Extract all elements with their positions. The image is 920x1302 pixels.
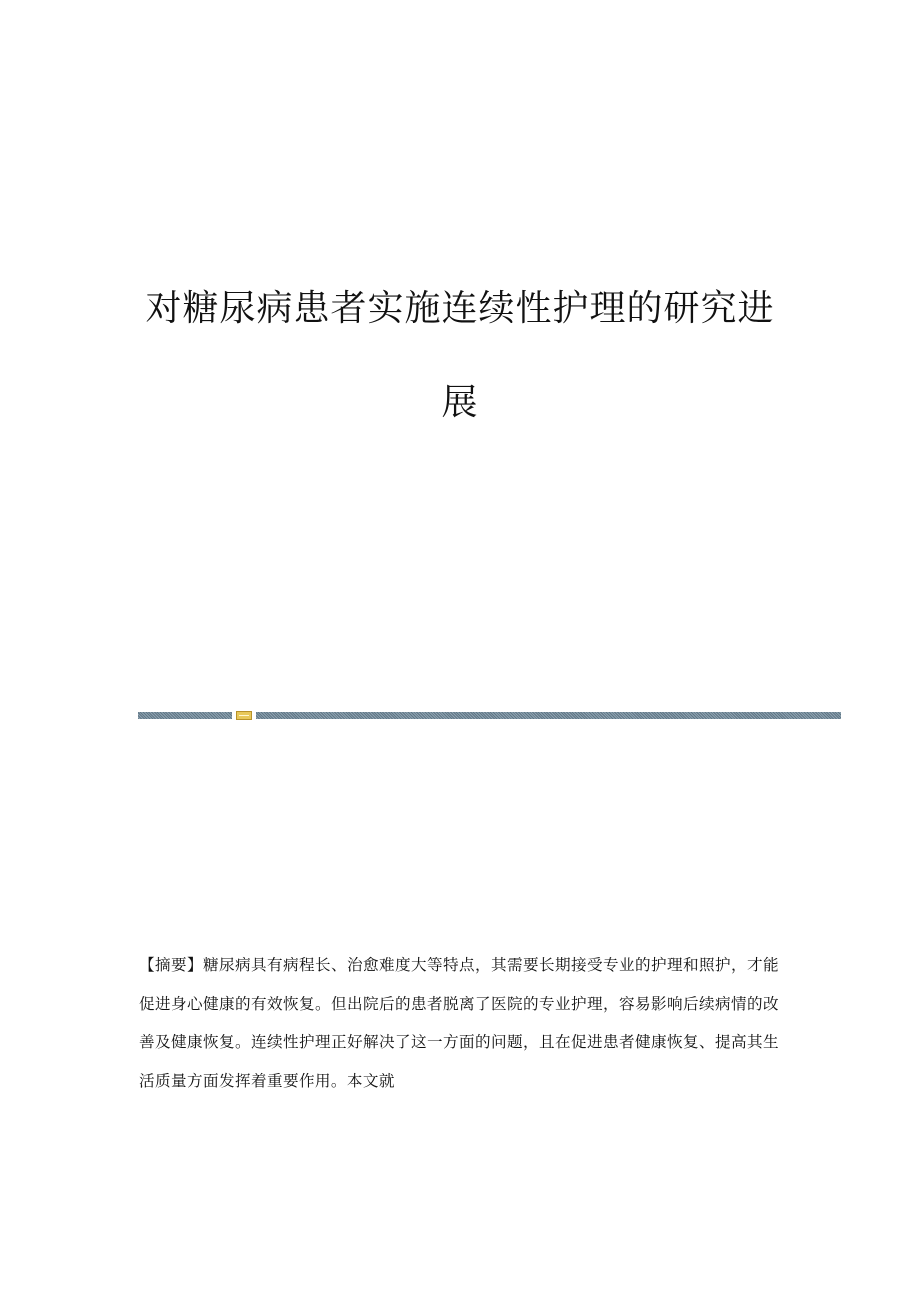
divider-ornament-icon	[236, 711, 252, 720]
divider-bar-left	[138, 712, 232, 719]
document-title-line-1: 对糖尿病患者实施连续性护理的研究进	[145, 288, 775, 329]
divider-bar-right	[256, 712, 841, 719]
abstract-paragraph	[139, 946, 779, 1100]
section-divider	[138, 711, 841, 720]
abstract-label: 【摘要】	[139, 956, 203, 974]
abstract-text: 糖尿病具有病程长、治愈难度大等特点，其需要长期接受专业的护理和照护，才能促进身心健康的有效恢复。但出院后的患者脱离了医院的专业护理，容易影响后续病情的改善及健康恢复。连续性护理正好解决了这一方面的问题，且在促进患者健康恢复、提高其生活质量方面发挥着重要作用。本文就	[139, 956, 779, 1090]
document-title-line-2: 展	[441, 382, 479, 423]
document-title	[140, 262, 780, 450]
